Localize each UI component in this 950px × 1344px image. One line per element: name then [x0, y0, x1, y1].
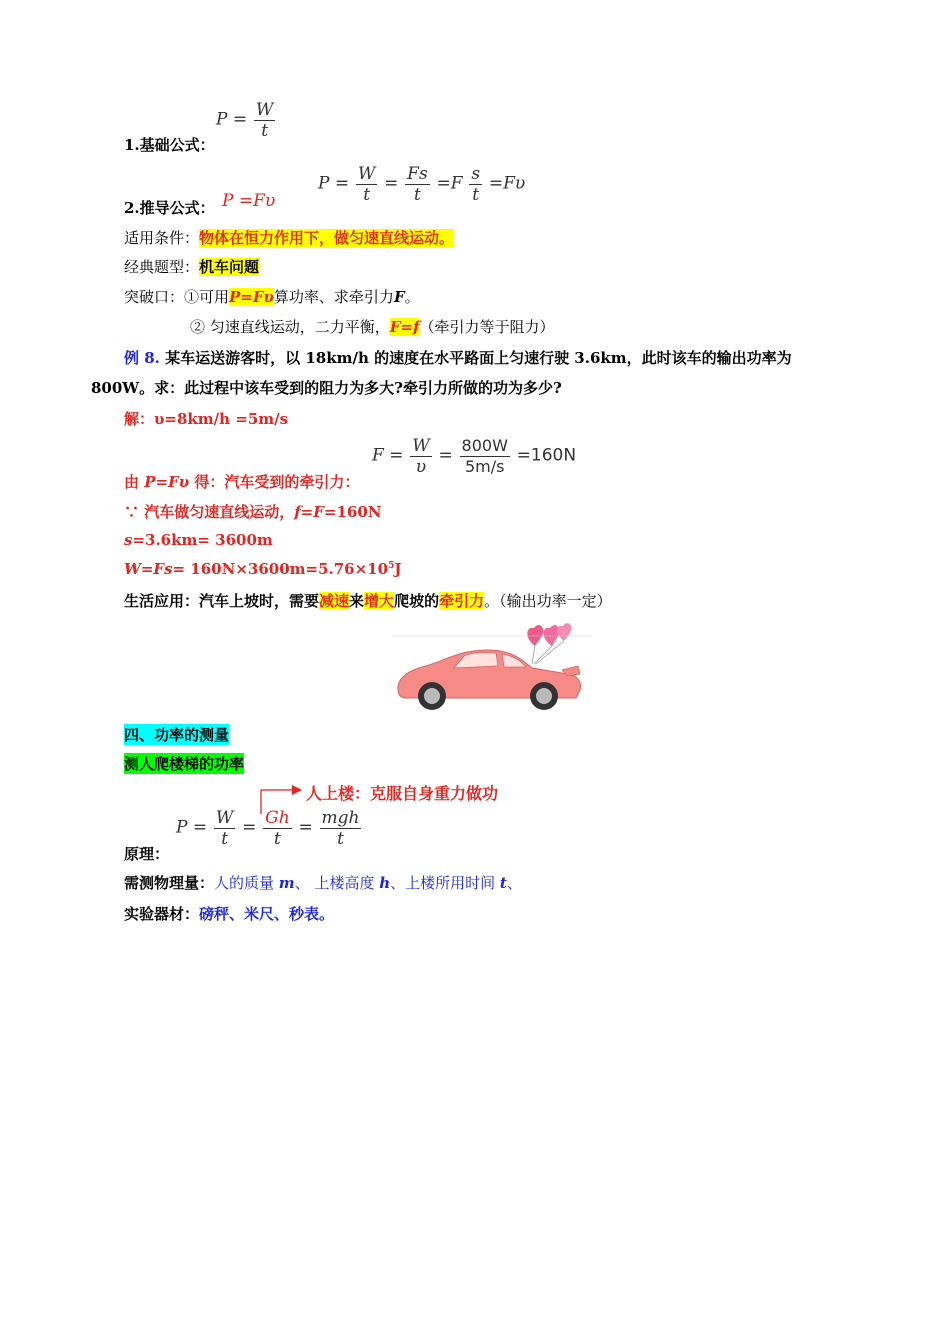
basic-formula-label: 1.基础公式： — [124, 136, 215, 154]
chain-eq2: =F — [436, 173, 463, 194]
breakthrough-rest: 算功率、求牵引力 — [273, 288, 394, 306]
example-text1: 某车运送游客时，以 18km/h 的速度在水平路面上匀速行驶 3.6km，此时该车的输出功率为 — [159, 349, 792, 367]
solution-line5-rest: = 160N×3600m=5.76×10 — [172, 560, 389, 578]
example-tag: 例 8. — [124, 349, 160, 367]
breakthrough-label: 突破口：①可用 — [124, 288, 230, 306]
breakthrough-line2-pre: ② 匀速直线运动，二力平衡， — [190, 318, 390, 336]
breakthrough-line2 — [190, 316, 554, 337]
life-mid1: 来 — [349, 592, 365, 610]
solution-line4 — [124, 531, 273, 549]
life-label: 生活应用：汽车上坡时，需要 — [124, 592, 320, 610]
measure-end: 、 — [506, 874, 522, 892]
solution-line4-s: s — [124, 531, 133, 549]
basic-formula — [216, 100, 277, 141]
calc-den2: 5m/s — [464, 457, 505, 476]
principle-label: 原理： — [124, 845, 170, 863]
formula-denominator: t — [261, 121, 269, 141]
solution-calc — [372, 436, 576, 477]
p-den2: t — [274, 829, 281, 849]
formula-numerator: W — [255, 100, 274, 120]
solution-line3-post: =160N — [323, 503, 382, 521]
equipment-line — [124, 903, 334, 924]
life-w3: 牵引力 — [439, 592, 485, 610]
annotation-text: 人上楼：克服自身重力做功 — [306, 784, 499, 803]
sports-car-icon — [398, 650, 581, 710]
life-line — [124, 590, 612, 611]
chain-eq3: =Fυ — [488, 173, 526, 194]
chain-lhs: P = — [318, 173, 350, 194]
measure-line — [124, 872, 522, 893]
conditions-label: 适用条件： — [124, 229, 200, 247]
calc-num2: 800W — [461, 436, 508, 455]
derived-formula-label: 2.推导公式： — [124, 199, 215, 217]
solution-line5-formula: W=Fs — [124, 560, 173, 578]
balloon-strings-icon — [532, 641, 564, 664]
chain-f1-num: W — [357, 164, 376, 184]
solution-line4-rest: =3.6km= 3600m — [132, 531, 273, 549]
p-eq2: = — [298, 817, 313, 838]
calc-num: W — [412, 436, 430, 456]
measure-1: 人的质量 — [214, 874, 279, 892]
breakthrough-formula: P=Fυ — [229, 288, 274, 306]
life-w2: 增大 — [364, 592, 395, 610]
breakthrough-end: 。 — [404, 288, 420, 306]
derived-formula-short: P =Fυ — [222, 191, 276, 211]
heart-balloon-icon — [527, 623, 571, 646]
breakthrough-line1 — [124, 286, 420, 307]
chain-f3-den: t — [472, 185, 480, 205]
section4-subtitle: 测人爬楼梯的功率 — [124, 755, 245, 773]
formula-lhs: P = — [216, 109, 248, 130]
breakthrough-line2-formula: F=f — [389, 318, 420, 336]
p-den1: t — [221, 829, 229, 849]
solution-line1: 解：υ=8km/h =5m/s — [124, 410, 289, 428]
typical-line — [124, 256, 259, 277]
measure-label: 需测物理量： — [124, 874, 215, 892]
life-w1: 减速 — [319, 592, 350, 610]
chain-f3-num: s — [471, 164, 481, 184]
typical-label: 经典题型： — [124, 258, 200, 276]
solution-line3 — [124, 501, 382, 522]
chain-f2-den: t — [414, 185, 421, 205]
typical-value: 机车问题 — [199, 258, 260, 276]
equip-value: 磅秤、米尺、秒表。 — [199, 905, 335, 923]
example-line1 — [124, 347, 792, 368]
calc-den: υ — [415, 457, 427, 477]
chain-f1-den: t — [363, 185, 371, 205]
equip-label: 实验器材： — [124, 905, 200, 923]
section4-title: 四、功率的测量 — [124, 726, 230, 744]
p-num1: W — [215, 808, 234, 828]
p-lhs: P = — [176, 817, 208, 838]
p-num3: mgh — [321, 808, 360, 828]
measure-2v: h — [379, 874, 391, 892]
calc-lhs: F = — [372, 445, 404, 466]
measure-3v: t — [499, 874, 507, 892]
derived-formula-chain — [318, 164, 525, 205]
solution-line5 — [124, 560, 401, 578]
solution-line5-exp: 5 — [388, 561, 395, 571]
example-line2: 800W。求：此过程中该车受到的阻力为多大?牵引力所做的功为多少? — [91, 379, 562, 397]
measure-3: 、上楼所用时间 — [390, 874, 500, 892]
solution-line3-formula: f=F — [294, 503, 324, 521]
solution-line5-unit: J — [394, 560, 402, 578]
p-eq1: = — [242, 817, 257, 838]
breakthrough-line2-post: （牵引力等于阻力） — [419, 318, 555, 336]
solution-line2 — [124, 471, 359, 492]
principle-formula — [176, 808, 363, 849]
calc-eq: = — [438, 445, 453, 466]
solution-line2-pre: 由 — [124, 473, 145, 491]
life-mid2: 爬坡的 — [394, 592, 440, 610]
conditions-line — [124, 227, 454, 248]
calc-result: =160N — [516, 445, 577, 466]
solution-line2-post: 得：汽车受到的牵引力： — [189, 473, 360, 491]
life-end: 。（输出功率一定） — [484, 592, 612, 610]
chain-f2-num: Fs — [407, 164, 428, 184]
p-den3: t — [337, 829, 344, 849]
car-with-balloons-illustration — [392, 616, 592, 716]
measure-2: 、 上楼高度 — [294, 874, 380, 892]
p-num2: Gh — [265, 808, 290, 828]
solution-line3-pre: ∵ 汽车做匀速直线运动， — [124, 503, 295, 521]
chain-eq1: = — [384, 173, 399, 194]
measure-1v: m — [278, 874, 295, 892]
conditions-value: 物体在恒力作用下，做匀速直线运动。 — [199, 229, 455, 247]
solution-line2-formula: P=Fυ — [144, 473, 190, 491]
breakthrough-F: F — [393, 288, 405, 306]
